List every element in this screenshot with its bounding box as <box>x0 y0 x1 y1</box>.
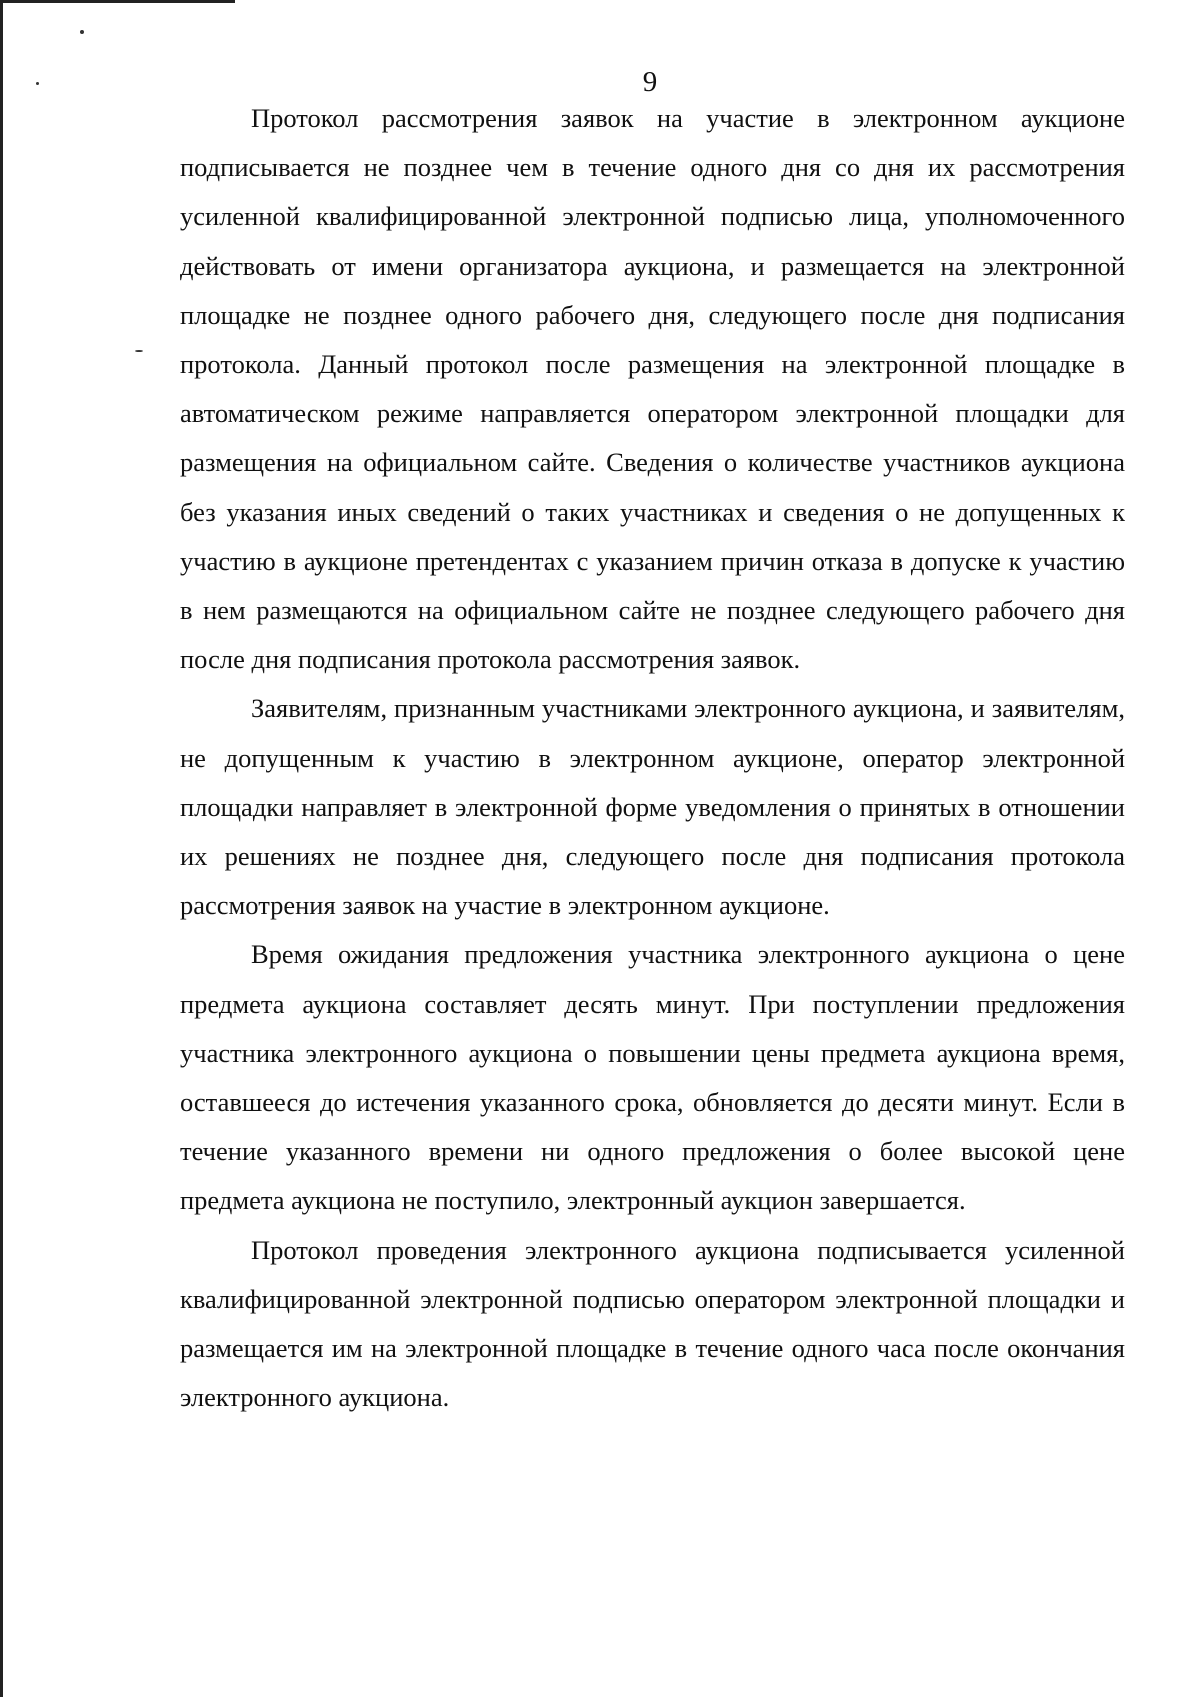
scan-edge-top <box>0 0 235 3</box>
scan-edge-left <box>0 0 3 1697</box>
page-number: 9 <box>642 66 658 98</box>
paragraph: Протокол проведения электронного аукциона подписывается усиленной квалифицированной электронной подписью оператором электронной площадки и размещается им на электронной площадке в течение одного часа после окончания электронного аукциона. <box>180 1234 1125 1413</box>
paragraph: Заявителям, признанным участниками электронного аукциона, и заявителям, не допущенным к участию в электронном аукционе, оператор электронной площадки направляет в электронной форме уведомления о принятых в отношении их решениях не позднее дня, следующего после дня подписания протокола рассмотрения заявок на участие в электронном аукционе. <box>180 693 1125 921</box>
paragraph: Время ожидания предложения участника электронного аукциона о цене предмета аукциона составляет десять минут. При поступлении предложения участника электронного аукциона о повышении цены предмета аукциона время, оставшееся до истечения указанного срока, обновляется до десяти минут. Если в течение указанного времени ни одного предложения о более высокой цене предмета аукциона не поступило, электронный аукцион завершается. <box>180 939 1125 1216</box>
document-body <box>180 94 1125 1422</box>
scan-speck <box>135 350 143 352</box>
scan-speck <box>80 30 84 34</box>
paragraph: Протокол рассмотрения заявок на участие в электронном аукционе подписывается не позднее чем в течение одного дня со дня их рассмотрения усиленной квалифицированной электронной подписью лица, уполномоченного действовать от имени организатора аукциона, и размещается на электронной площадке не позднее одного рабочего дня, следующего после дня подписания протокола. Данный протокол после размещения на электронной площадке в автоматическом режиме направляется оператором электронной площадки для размещения на официальном сайте. Сведения о количестве участников аукциона без указания иных сведений о таких участниках и сведения о не допущенных к участию в аукционе претендентах с указанием причин отказа в допуске к участию в нем размещаются на официальном сайте не позднее следующего рабочего дня после дня подписания протокола рассмотрения заявок. <box>180 103 1125 675</box>
